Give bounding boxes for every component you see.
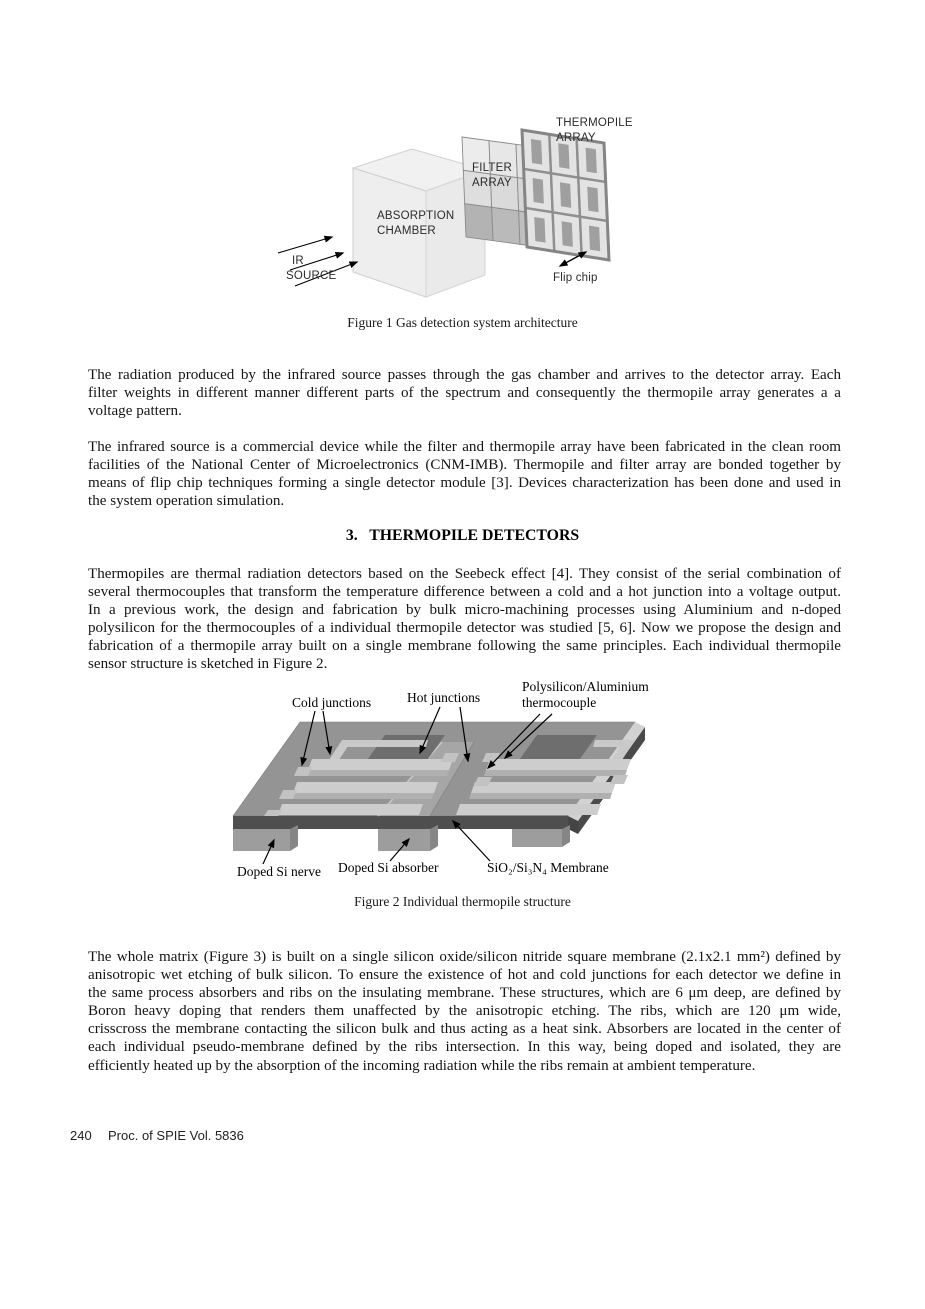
footer-text: Proc. of SPIE Vol. 5836: [108, 1128, 244, 1143]
membrane-label: SiO₂/Si₃N₄ Membrane: [487, 860, 609, 875]
doped-si-nerve-label: Doped Si nerve: [237, 864, 321, 879]
membrane-front-edge: [233, 816, 568, 829]
hot-junctions-label: Hot junctions: [407, 690, 481, 705]
paragraph-3: Thermopiles are thermal radiation detectors based on the Seebeck effect [4]. They consist of the serial combination of several thermocouples that transform the temperature difference between a cold and a hot junction into a voltage output. In a previous work, the design and fabrication by bulk micro-machining processes using Aluminium and n-doped polysilicon for the thermocouples of a individual thermopile detector was studied [5, 6]. Now we propose the design and fabrication of a thermopile array built on a single membrane following the same principles. Each individual thermopile sensor structure is sketched in Figure 2.: [88, 566, 841, 673]
section-heading: 3. THERMOPILE DETECTORS: [345, 527, 580, 544]
cold-junctions-label: Cold junctions: [292, 695, 372, 710]
doped-si-absorber-label: Doped Si absorber: [338, 860, 439, 875]
paragraph-1: The radiation produced by the infrared source passes through the gas chamber and arrives to the detector array. Each filter weights in different manner different parts of the spectrum and consequently the thermopile array generates a a voltage pattern.: [88, 367, 841, 420]
filter-array-label: FILTER ARRAY: [472, 162, 512, 189]
page-number: 240: [70, 1128, 92, 1143]
page-footer: [70, 1128, 244, 1143]
paragraph-2: The infrared source is a commercial device while the filter and thermopile array have been fabricated in the clean room facilities of the National Center of Microelectronics (CNM-IMB). Thermopile and filter array are bonded together by means of flip chip techniques forming a single detector module [3]. Devices characterization has been done and used in the system operation simulation.: [88, 439, 841, 510]
flip-chip-label: Flip chip: [553, 272, 598, 284]
figure2-caption: Figure 2 Individual thermopile structure: [354, 894, 571, 909]
ir-source-label: IR SOURCE: [286, 255, 337, 282]
figure1-caption: Figure 1 Gas detection system architecture: [347, 315, 578, 330]
paragraph-4: The whole matrix (Figure 3) is built on a single silicon oxide/silicon nitride square membrane (2.1x2.1 mm²) defined by anisotropic wet etching of bulk silicon. To ensure the existence of hot and cold junctions for each detector we define in the same process absorbers and ribs on the insulating membrane. These structures, which are 6 μm deep, are defined by Boron heavy doping that renders them unaffected by the anisotropic etching. The ribs, which are 120 μm wide, crisscross the membrane contacting the silicon bulk and thus acting as a heat sink. Absorbers are located in the center of each individual pseudo-membrane defined by the ribs intersection. In this way, being doped and isolated, they are efficiently heated up by the absorption of the incoming radiation while the ribs remain at ambient temperature.: [88, 949, 841, 1074]
thermopile-array-grid: [522, 130, 609, 260]
thermopile-array-label: THERMOPILE ARRAY: [556, 117, 633, 144]
absorption-chamber-label: ABSORPTION CHAMBER: [377, 210, 455, 237]
thermocouple-label: Polysilicon/Aluminium thermocouple: [522, 679, 649, 710]
